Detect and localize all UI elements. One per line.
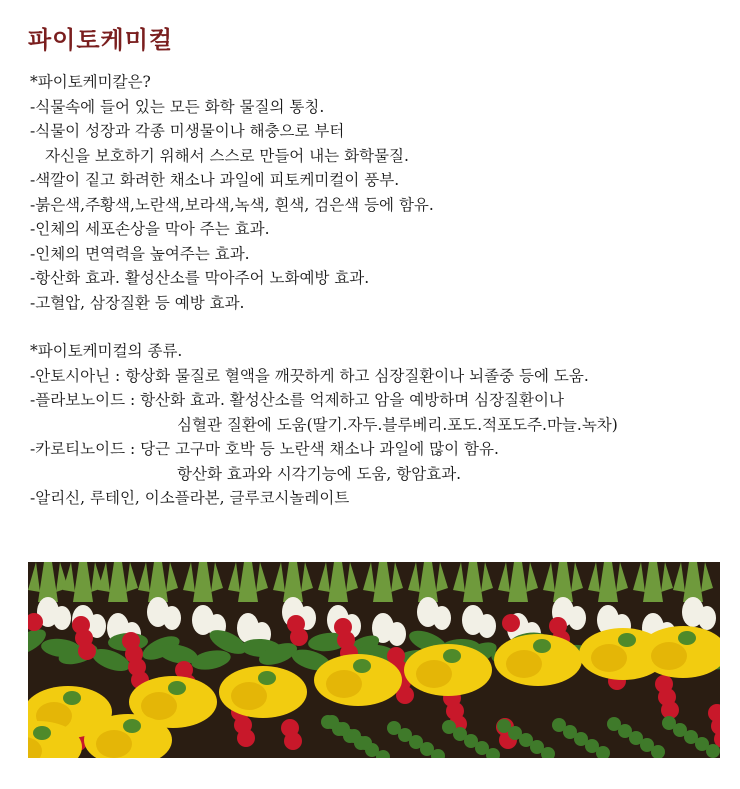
definition-item: -인체의 면역력을 높여주는 효과. [30,244,250,263]
pepper-stem [63,691,81,705]
radish [72,616,90,634]
leek-bulb [388,622,406,646]
radish [122,632,140,650]
definition-item: -고혈압, 삼장질환 등 예방 효과. [30,293,245,312]
type-separator: : [110,366,126,385]
definition-heading: *파이토케미칼은? [30,73,151,91]
vegetables-photo [28,562,720,758]
definition-item: -색깔이 짙고 화려한 채소나 과일에 피토케미컬이 풍부. [30,171,400,189]
leek-bulb [568,606,586,630]
definition-item-continuation: 자신을 보호하기 위해서 스스로 만들어 내는 화학물질. [45,146,409,165]
type-description: 항산화 효과. 활성산소를 억제하고 암을 예방하며 심장질환이나 [140,391,564,409]
radish [655,675,673,693]
definition-item: -식물속에 들어 있는 모든 화학 물질의 통칭. [30,97,325,116]
yellow-pepper [219,666,307,718]
type-row-others [30,486,730,511]
definition-item: -붉은색,주황색,노란색,보라색,녹색, 흰색, 검은색 등에 함유. [30,195,434,214]
type-row-flavonoid [30,388,730,413]
yellow-pepper [314,654,402,706]
leek-bulb [53,606,71,630]
type-name: -알리신, 루테인, 이소플라본, 글루코시놀레이트 [30,489,350,507]
definition-item: -인체의 세포손상을 막아 주는 효과. [30,220,270,238]
pepper-stem [33,726,51,740]
types-heading: *파이토케미컬의 종류. [30,342,183,360]
type-description: 당근 고구마 호박 등 노란색 채소나 과일에 많이 함유. [140,440,499,458]
pepper-stem [678,631,696,645]
pepper-stem [443,649,461,663]
leek-bulb [433,606,451,630]
type-description-continuation: 심혈관 질환에 도움(딸기.자두.블루베리.포도.적포도주.마늘.녹차) [177,415,618,434]
type-row-carotenoid [30,437,730,462]
pepper-shade [591,644,627,672]
radish [502,614,520,632]
leek-bulb [163,606,181,630]
type-row-anthocyanin [30,364,730,389]
pepper-stem [618,633,636,647]
page-title: 파이토케미컬 [28,26,174,54]
pepper-shade [506,650,542,678]
type-name: -카로티노이드 [30,440,126,458]
type-description-continuation: 항산화 효과와 시각기능에 도움, 항암효과. [177,464,462,483]
definition-section [30,70,730,315]
pepper-shade [651,642,687,670]
pepper-stem [533,639,551,653]
pepper-shade [326,670,362,698]
type-description: 항상화 물질로 혈액을 깨끗하게 하고 심장질환이나 뇌졸중 등에 도움. [125,366,589,385]
definition-item: -항산화 효과. 활성산소를 막아주어 노화예방 효과. [30,269,370,287]
radish [281,719,299,737]
pepper-shade [141,692,177,720]
pepper-stem [123,719,141,733]
leek-bulb [698,606,716,630]
pepper-stem [258,671,276,685]
pepper-shade [416,660,452,688]
type-separator: : [125,440,141,458]
radish [287,615,305,633]
type-name: -안토시아닌 [30,366,111,385]
definition-item: -식물이 성장과 각종 미생물이나 해충으로 부터 [30,122,345,140]
pepper-shade [231,682,267,710]
pepper-stem [168,681,186,695]
yellow-pepper [494,634,582,686]
types-section [30,339,730,511]
parsley-leaf [358,736,372,750]
radish [334,618,352,636]
parsley-leaf [706,744,720,758]
type-name: -플라보노이드 [30,391,126,409]
content [30,70,730,511]
yellow-pepper [404,644,492,696]
radish [549,617,567,635]
type-separator: : [125,391,141,409]
pepper-stem [353,659,371,673]
leek-bulb [478,614,496,638]
pepper-shade [96,730,132,758]
